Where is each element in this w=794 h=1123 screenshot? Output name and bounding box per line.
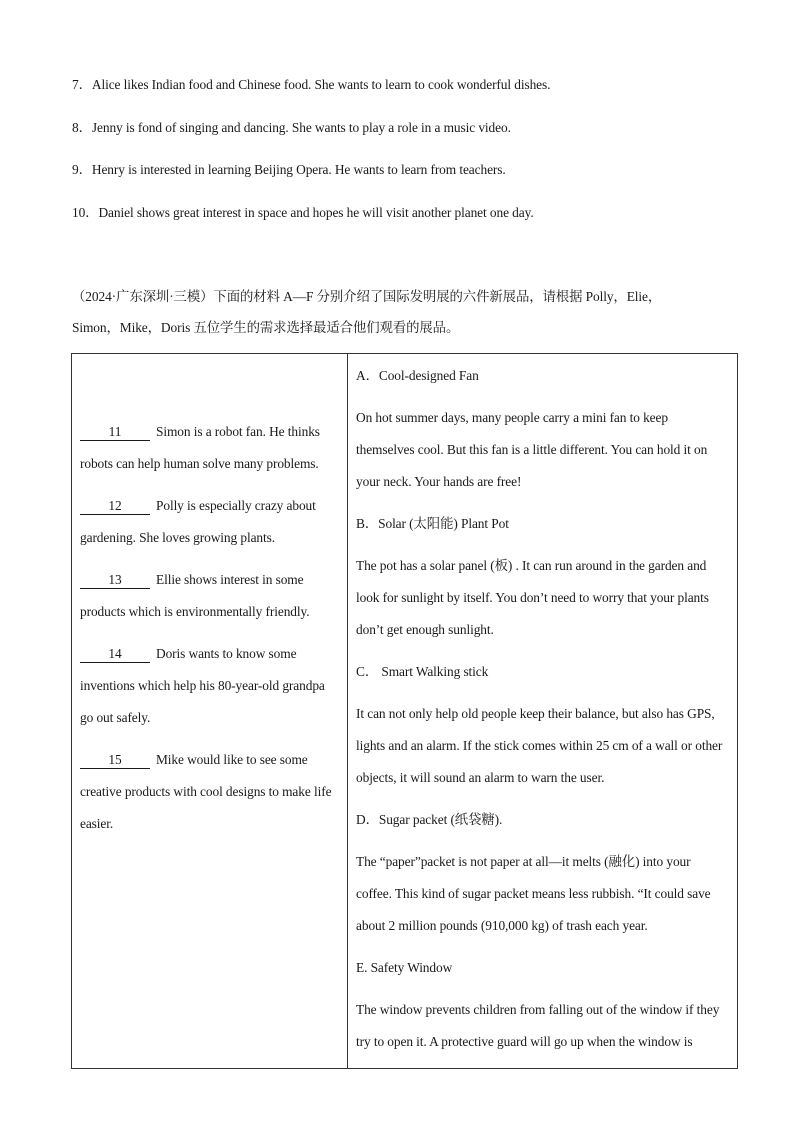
answer-blank[interactable]: 12	[80, 498, 150, 515]
answer-blank[interactable]: 13	[80, 572, 150, 589]
question-7	[72, 74, 550, 93]
exhibit-description: The “paper”packet is not paper at all—it melts (融化) into your coffee. This kind of sugar packet means less rubbish. “It could save about 2 million pounds (910,000 kg) of trash each year.	[356, 854, 711, 933]
student-item	[80, 744, 339, 840]
section-instructions-line-1: （2024·广东深圳·三模）下面的材料 A—F 分别介绍了国际发明展的六件新展品，请根据 Polly，Elie，	[72, 289, 662, 304]
question-number: 7．	[72, 77, 92, 92]
answer-blank[interactable]: 14	[80, 646, 150, 663]
student-item	[80, 490, 339, 554]
student-item	[80, 638, 339, 734]
exhibit-heading: D．Sugar packet (纸袋糖).	[356, 812, 503, 827]
exhibit-description: It can not only help old people keep their balance, but also has GPS, lights and an alarm. If the stick comes within 25 cm of a wall or other objects, it will sound an alarm to warn the user.	[356, 706, 723, 785]
question-text: Daniel shows great interest in space and hopes he will visit another planet one day.	[98, 205, 534, 220]
student-need-text: Doris wants to know some inventions which help his 80-year-old grandpa go out safely.	[80, 646, 325, 725]
question-9	[72, 159, 506, 178]
students-column	[72, 354, 348, 1069]
student-need-text: Mike would like to see some creative products with cool designs to make life easier.	[80, 752, 332, 831]
student-need-text: Ellie shows interest in some products which is environmentally friendly.	[80, 572, 310, 619]
exhibit-description: The window prevents children from falling out of the window if they try to open it. A protective guard will go up when the window is	[356, 1002, 720, 1049]
student-need-text: Simon is a robot fan. He thinks robots can help human solve many problems.	[80, 424, 320, 471]
answer-blank[interactable]: 15	[80, 752, 150, 769]
question-text: Henry is interested in learning Beijing Opera. He wants to learn from teachers.	[91, 162, 506, 177]
exhibit-heading: B．Solar (太阳能) Plant Pot	[356, 516, 509, 531]
question-number: 8．	[72, 120, 92, 135]
student-item	[80, 564, 339, 628]
exhibit-heading: E. Safety Window	[356, 960, 453, 975]
exhibit-heading: C． Smart Walking stick	[356, 664, 489, 679]
student-item	[80, 416, 339, 480]
exhibit-description: The pot has a solar panel (板) . It can run around in the garden and look for sunlight by itself. You don’t need to worry that your plants don’t get enough sunlight.	[356, 558, 709, 637]
student-need-text: Polly is especially crazy about gardening. She loves growing plants.	[80, 498, 316, 545]
question-text: Alice likes Indian food and Chinese food. She wants to learn to cook wonderful dishes.	[91, 77, 551, 92]
exhibit-description: On hot summer days, many people carry a mini fan to keep themselves cool. But this fan is a little different. You can hold it on your neck. Your hands are free!	[356, 410, 708, 489]
answer-blank[interactable]: 11	[80, 424, 150, 441]
exhibit-heading: A．Cool-designed Fan	[356, 368, 479, 383]
section-instructions-line-2: Simon，Mike，Doris 五位学生的需求选择最适合他们观看的展品。	[72, 320, 460, 335]
question-number: 10．	[72, 205, 99, 220]
matching-table	[71, 353, 738, 1069]
question-10	[72, 202, 534, 221]
question-text: Jenny is fond of singing and dancing. She wants to play a role in a music video.	[91, 120, 511, 135]
question-8	[72, 117, 511, 136]
exhibits-column	[348, 354, 738, 1069]
question-number: 9．	[72, 162, 92, 177]
